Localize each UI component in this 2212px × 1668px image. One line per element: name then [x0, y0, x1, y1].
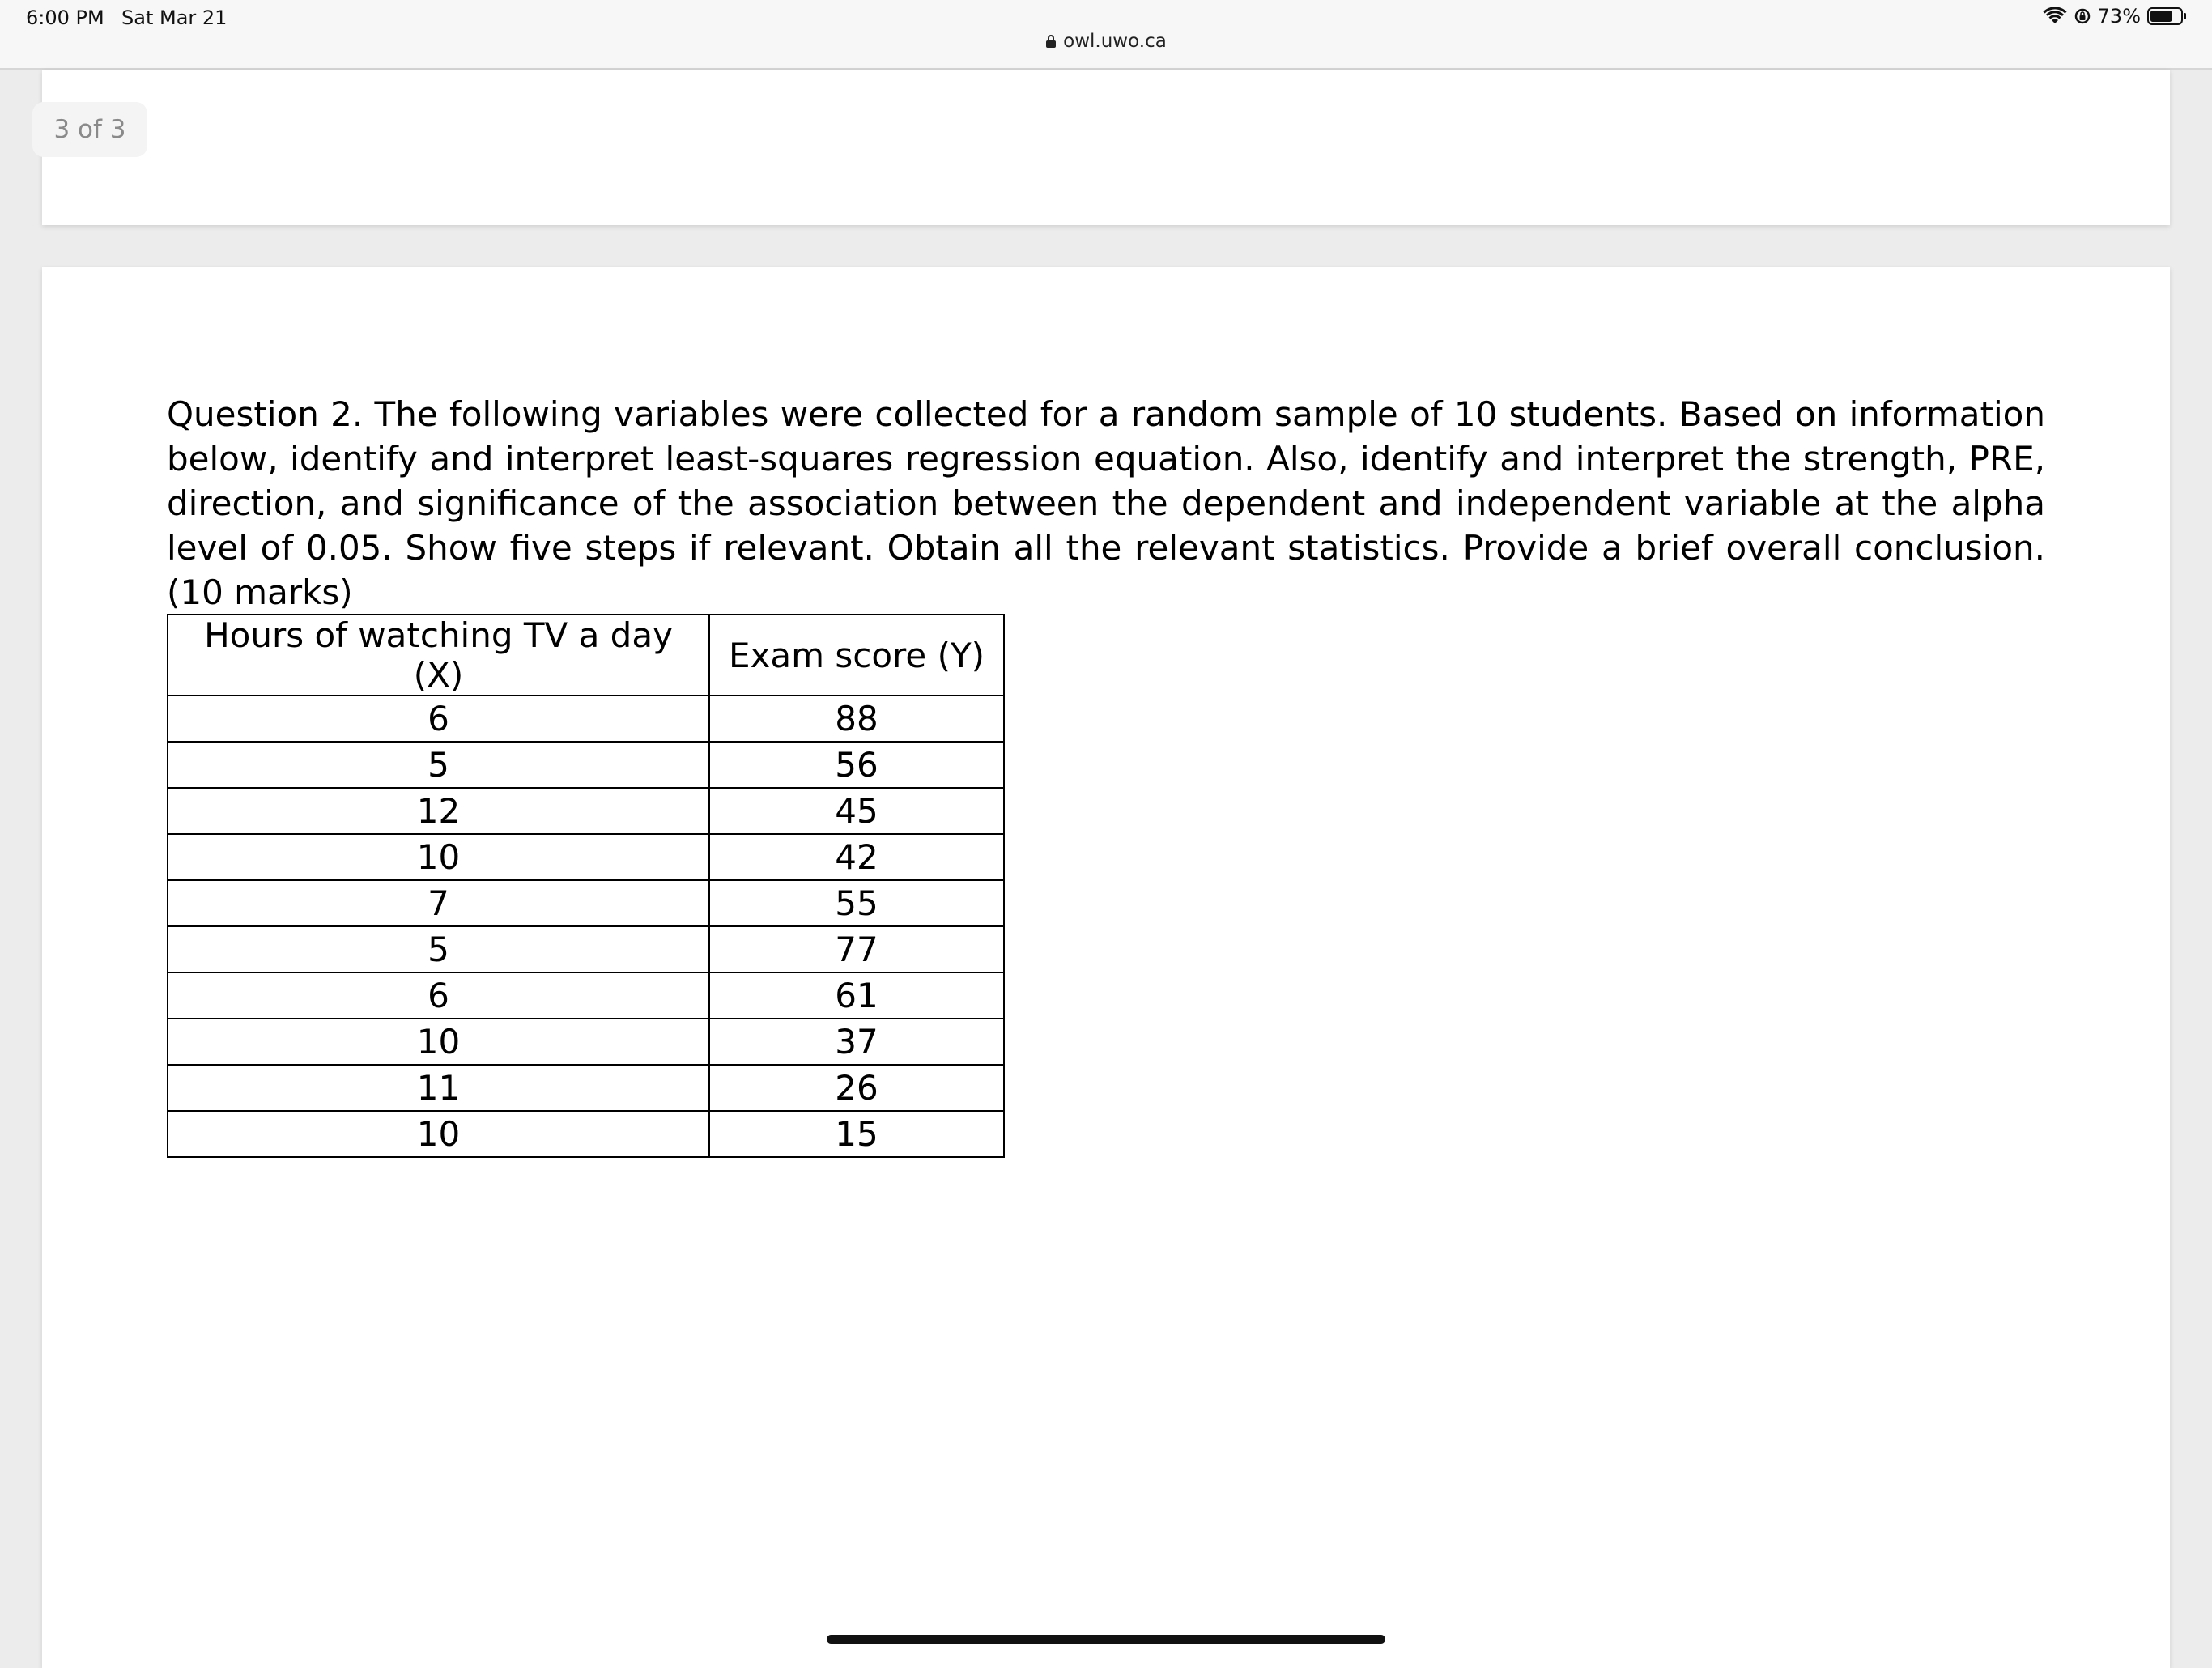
wifi-icon	[2043, 7, 2067, 25]
table-cell-x: 10	[168, 1111, 709, 1157]
table-cell-y: 26	[709, 1065, 1004, 1111]
status-bar	[0, 0, 2212, 70]
table-cell-y: 56	[709, 742, 1004, 788]
table-row	[168, 972, 1004, 1019]
status-icons	[2043, 5, 2188, 28]
home-indicator[interactable]	[827, 1635, 1385, 1644]
table-cell-y: 88	[709, 696, 1004, 742]
orientation-lock-icon	[2074, 7, 2091, 25]
table-cell-y: 37	[709, 1019, 1004, 1065]
previous-page	[42, 70, 2170, 225]
table-row	[168, 880, 1004, 926]
table-cell-x: 10	[168, 834, 709, 880]
table-cell-x: 10	[168, 1019, 709, 1065]
table-cell-y: 15	[709, 1111, 1004, 1157]
table-cell-y: 42	[709, 834, 1004, 880]
table-cell-x: 5	[168, 742, 709, 788]
table-cell-x: 6	[168, 696, 709, 742]
column-header-y: Exam score (Y)	[709, 615, 1004, 696]
table-cell-y: 55	[709, 880, 1004, 926]
table-cell-x: 6	[168, 972, 709, 1019]
address-bar[interactable]	[0, 31, 2212, 52]
lock-icon	[1045, 34, 1057, 49]
table-row	[168, 926, 1004, 972]
battery-icon	[2147, 6, 2188, 26]
status-date: Sat Mar 21	[121, 6, 228, 29]
table-row	[168, 834, 1004, 880]
table-row	[168, 1065, 1004, 1111]
page-indicator: 3 of 3	[32, 102, 147, 157]
table-cell-x: 11	[168, 1065, 709, 1111]
table-row	[168, 742, 1004, 788]
table-row	[168, 1111, 1004, 1157]
table-cell-x: 12	[168, 788, 709, 834]
table-row	[168, 696, 1004, 742]
status-time: 6:00 PM	[26, 6, 104, 29]
url-text: owl.uwo.ca	[1063, 31, 1167, 52]
table-cell-y: 45	[709, 788, 1004, 834]
table-cell-y: 61	[709, 972, 1004, 1019]
table-row	[168, 788, 1004, 834]
column-header-x: Hours of watching TV a day (X)	[168, 615, 709, 696]
data-table	[167, 614, 1005, 1158]
battery-percent: 73%	[2097, 5, 2141, 28]
table-cell-x: 5	[168, 926, 709, 972]
table-row	[168, 1019, 1004, 1065]
table-header-row	[168, 615, 1004, 696]
question-text: Question 2. The following variables were collected for a random sample of 10 students. Based on information below, identify and interpret least-squares regression equation. Also, identify and interpret the strength, PRE, direction, and significance of the association between the dependent and independent variable at the alpha level of 0.05. Show five steps if relevant. Obtain all the relevant statistics. Provide a brief overall conclusion. (10 marks)	[167, 394, 2045, 612]
table-cell-y: 77	[709, 926, 1004, 972]
table-cell-x: 7	[168, 880, 709, 926]
